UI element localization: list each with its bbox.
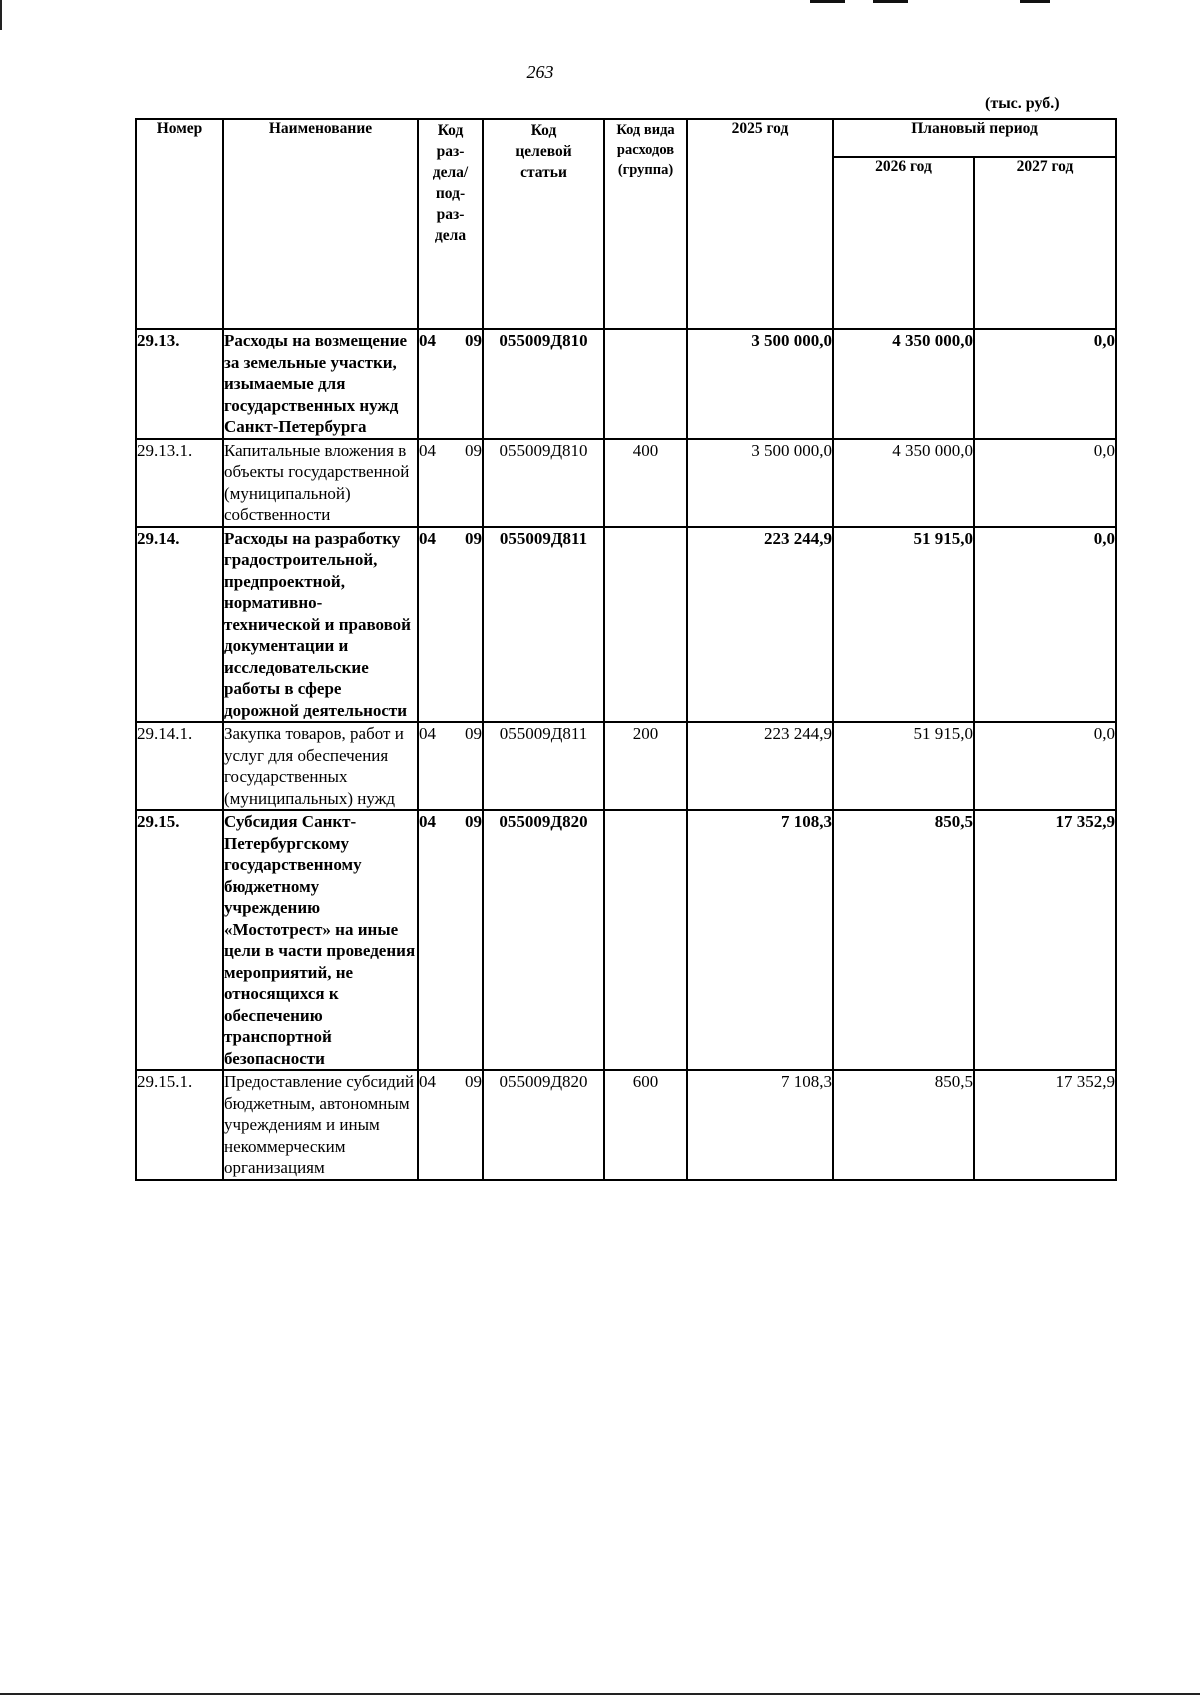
- cell-y2026: 51 915,0: [833, 722, 974, 810]
- page-number: 263: [526, 62, 554, 82]
- cell-y2027: 17 352,9: [974, 1070, 1116, 1180]
- header-year-2027: 2027 год: [974, 157, 1116, 329]
- header-number: Номер: [136, 119, 223, 329]
- table-row: [136, 722, 1116, 810]
- cell-section: 04: [419, 724, 436, 743]
- cell-target: 055009Д811: [483, 527, 604, 723]
- cell-type: [604, 527, 687, 723]
- table-row: [136, 439, 1116, 527]
- cell-y2025: 7 108,3: [687, 810, 833, 1070]
- cell-y2026: 51 915,0: [833, 527, 974, 723]
- cell-y2027: 0,0: [974, 722, 1116, 810]
- table-row: [136, 810, 1116, 1070]
- cell-name: Капитальные вложения в объекты государственной (муниципальной) собственности: [223, 439, 418, 527]
- cell-type: [604, 329, 687, 439]
- header-name: Наименование: [223, 119, 418, 329]
- header-section-code-text: Код раз-дела/ под-раз-дела: [432, 122, 469, 244]
- cell-y2027: 0,0: [974, 329, 1116, 439]
- cell-number: 29.15.1.: [136, 1070, 223, 1180]
- cell-y2025: 223 244,9: [687, 527, 833, 723]
- cell-section: 04: [419, 812, 436, 831]
- cell-y2027: 0,0: [974, 527, 1116, 723]
- table-row: [136, 527, 1116, 723]
- cell-name: Предоставление субсидий бюджетным, автономным учреждениям и иным некоммерческим организациям: [223, 1070, 418, 1180]
- cell-section: 04: [419, 528, 436, 548]
- budget-table: [135, 118, 1117, 1181]
- cell-type: 400: [604, 439, 687, 527]
- table-row: [136, 329, 1116, 439]
- cell-y2026: 850,5: [833, 810, 974, 1070]
- cell-target: 055009Д820: [483, 1070, 604, 1180]
- cell-y2026: 4 350 000,0: [833, 329, 974, 439]
- cell-type: 600: [604, 1070, 687, 1180]
- cell-type: 200: [604, 722, 687, 810]
- cell-type: [604, 810, 687, 1070]
- cell-name: Субсидия Санкт-Петербургскому государственному бюджетному учреждению «Мостотрест» на иные цели в части проведения мероприятий, не относящихся к обеспечению транспортной безопасности: [223, 810, 418, 1070]
- cell-y2026: 4 350 000,0: [833, 439, 974, 527]
- cell-name: Расходы на возмещение за земельные участки, изымаемые для государственных нужд Санкт-Петербурга: [223, 329, 418, 439]
- header-year-2026: 2026 год: [833, 157, 974, 329]
- table-row: [136, 1070, 1116, 1180]
- cell-section-code: [418, 329, 483, 439]
- cell-y2025: 3 500 000,0: [687, 439, 833, 527]
- cell-subsection: 09: [465, 1072, 482, 1091]
- cell-section: 04: [419, 1072, 436, 1091]
- header-expense-type: Код вида расходов (группа): [604, 119, 687, 329]
- cell-number: 29.13.: [136, 329, 223, 439]
- header-planning-period: Плановый период: [833, 119, 1116, 157]
- cell-section-code: [418, 722, 483, 810]
- cell-y2026: 850,5: [833, 1070, 974, 1180]
- cell-y2025: 7 108,3: [687, 1070, 833, 1180]
- cell-y2027: 17 352,9: [974, 810, 1116, 1070]
- cell-name: Закупка товаров, работ и услуг для обеспечения государственных (муниципальных) нужд: [223, 722, 418, 810]
- header-target-code-text: Код целевой статьи: [515, 122, 572, 181]
- scan-edge-mark: [810, 0, 845, 3]
- units-label: (тыс. руб.): [985, 95, 1060, 112]
- scan-edge-mark: [0, 0, 2, 30]
- cell-number: 29.14.: [136, 527, 223, 723]
- cell-number: 29.15.: [136, 810, 223, 1070]
- cell-subsection: 09: [465, 724, 482, 743]
- cell-subsection: 09: [465, 812, 482, 831]
- cell-y2027: 0,0: [974, 439, 1116, 527]
- cell-target: 055009Д810: [483, 329, 604, 439]
- header-year-2025: 2025 год: [687, 119, 833, 329]
- cell-section: 04: [419, 440, 436, 460]
- scan-edge-mark: [1020, 0, 1050, 3]
- cell-number: 29.13.1.: [136, 439, 223, 527]
- cell-subsection: 09: [465, 440, 482, 460]
- cell-y2025: 223 244,9: [687, 722, 833, 810]
- cell-target: 055009Д820: [483, 810, 604, 1070]
- cell-y2025: 3 500 000,0: [687, 329, 833, 439]
- header-target-code: [483, 119, 604, 329]
- scan-edge-mark: [873, 0, 908, 3]
- cell-section-code: [418, 810, 483, 1070]
- cell-section: 04: [419, 331, 436, 350]
- cell-subsection: 09: [465, 331, 482, 350]
- cell-subsection: 09: [465, 528, 482, 548]
- cell-name: Расходы на разработку градостроительной, предпроектной, нормативно-технической и правовой документации и исследовательские работы в сфере дорожной деятельности: [223, 527, 418, 723]
- cell-target: 055009Д810: [483, 439, 604, 527]
- cell-target: 055009Д811: [483, 722, 604, 810]
- cell-section-code: [418, 527, 483, 723]
- cell-number: 29.14.1.: [136, 722, 223, 810]
- cell-section-code: [418, 1070, 483, 1180]
- header-section-code: [418, 119, 483, 329]
- cell-section-code: [418, 439, 483, 527]
